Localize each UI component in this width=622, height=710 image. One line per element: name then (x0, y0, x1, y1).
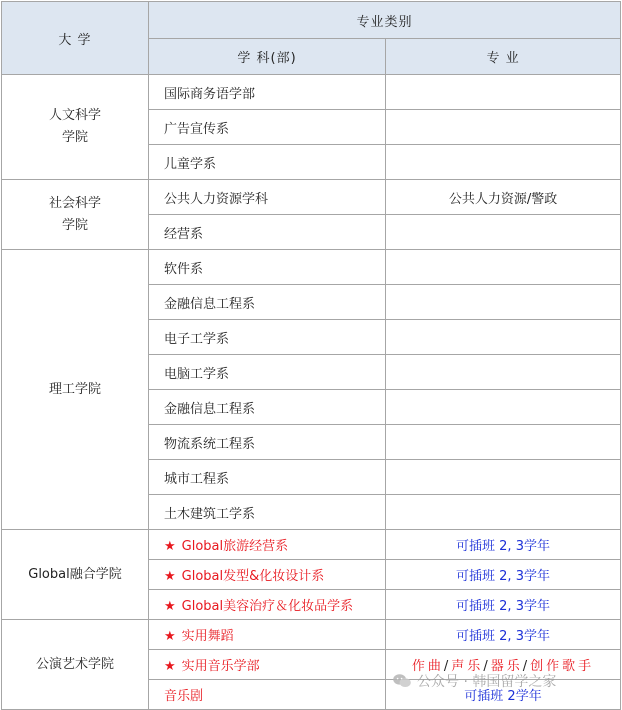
university-header: 大 学 (2, 2, 149, 75)
wechat-icon (392, 673, 412, 689)
department-cell: 公共人力资源学科 (149, 180, 386, 215)
department-header: 学 科(部) (149, 39, 386, 75)
major-cell (386, 355, 621, 390)
major-part: 器乐 (490, 659, 523, 674)
major-separator: / (483, 659, 491, 674)
star-icon: ★ (164, 599, 176, 614)
major-cell (386, 320, 621, 355)
department-cell (149, 530, 386, 560)
major-cell: 可插班 2, 3学年 (386, 620, 621, 650)
department-cell: 儿童学系 (149, 145, 386, 180)
department-name: Global美容治疗＆化妆品学系 (181, 599, 354, 614)
major-cell (386, 425, 621, 460)
college-name-line: 学院 (61, 217, 88, 233)
department-cell (149, 560, 386, 590)
department-cell (149, 620, 386, 650)
major-part: 创作歌手 (530, 659, 595, 674)
major-cell: 公共人力资源/警政 (386, 180, 621, 215)
department-cell: 城市工程系 (149, 460, 386, 495)
department-cell: 土木建筑工学系 (149, 495, 386, 530)
major-part: 作曲 (411, 659, 444, 674)
college-social-sciences (2, 180, 149, 250)
table-row (2, 620, 621, 650)
department-name: Global旅游经营系 (181, 539, 289, 554)
major-cell (386, 495, 621, 530)
department-cell: 金融信息工程系 (149, 285, 386, 320)
major-cell (386, 390, 621, 425)
college-global: Global融合学院 (2, 530, 149, 620)
program-table (1, 1, 621, 710)
department-cell (149, 650, 386, 680)
major-cell (386, 460, 621, 495)
department-cell: 国际商务语学部 (149, 75, 386, 110)
category-header: 专业类别 (149, 2, 621, 39)
major-cell (386, 250, 621, 285)
major-header: 专 业 (386, 39, 621, 75)
table-row (2, 250, 621, 285)
watermark-text: 公众号 · 韩国留学之家 (417, 674, 557, 690)
department-cell: 广告宣传系 (149, 110, 386, 145)
college-humanities (2, 75, 149, 180)
major-cell: 可插班 2, 3学年 (386, 530, 621, 560)
major-cell (386, 75, 621, 110)
major-cell (386, 145, 621, 180)
header-row (2, 2, 621, 39)
watermark (392, 671, 556, 691)
major-separator: / (443, 659, 452, 674)
college-name-line: 学院 (61, 130, 88, 145)
department-name: 实用音乐学部 (181, 659, 260, 674)
major-cell (386, 285, 621, 320)
star-icon: ★ (164, 629, 176, 644)
table-row (2, 530, 621, 560)
department-cell: 经营系 (149, 215, 386, 250)
department-name: Global发型&化妆设计系 (181, 569, 325, 584)
table-row (2, 75, 621, 110)
department-name: 实用舞蹈 (181, 629, 234, 644)
major-cell: 可插班 2, 3学年 (386, 560, 621, 590)
table-row (2, 180, 621, 215)
college-name-line: 社会科学 (48, 195, 101, 211)
star-icon: ★ (164, 659, 176, 674)
star-icon: ★ (164, 569, 176, 584)
department-cell: 音乐剧 (149, 680, 386, 710)
college-performing-arts: 公演艺术学院 (2, 620, 149, 710)
major-cell (386, 110, 621, 145)
major-cell: 可插班 2学年 (386, 680, 621, 710)
star-icon: ★ (164, 539, 176, 554)
department-cell: 软件系 (149, 250, 386, 285)
college-engineering: 理工学院 (2, 250, 149, 530)
department-cell (149, 590, 386, 620)
department-cell: 物流系统工程系 (149, 425, 386, 460)
college-name-line: 人文科学 (48, 108, 101, 123)
department-cell: 电子工学系 (149, 320, 386, 355)
major-cell (386, 215, 621, 250)
major-separator: / (522, 659, 531, 674)
major-cell: 可插班 2, 3学年 (386, 590, 621, 620)
department-cell: 电脑工学系 (149, 355, 386, 390)
major-part: 声乐 (451, 659, 484, 674)
department-cell: 金融信息工程系 (149, 390, 386, 425)
